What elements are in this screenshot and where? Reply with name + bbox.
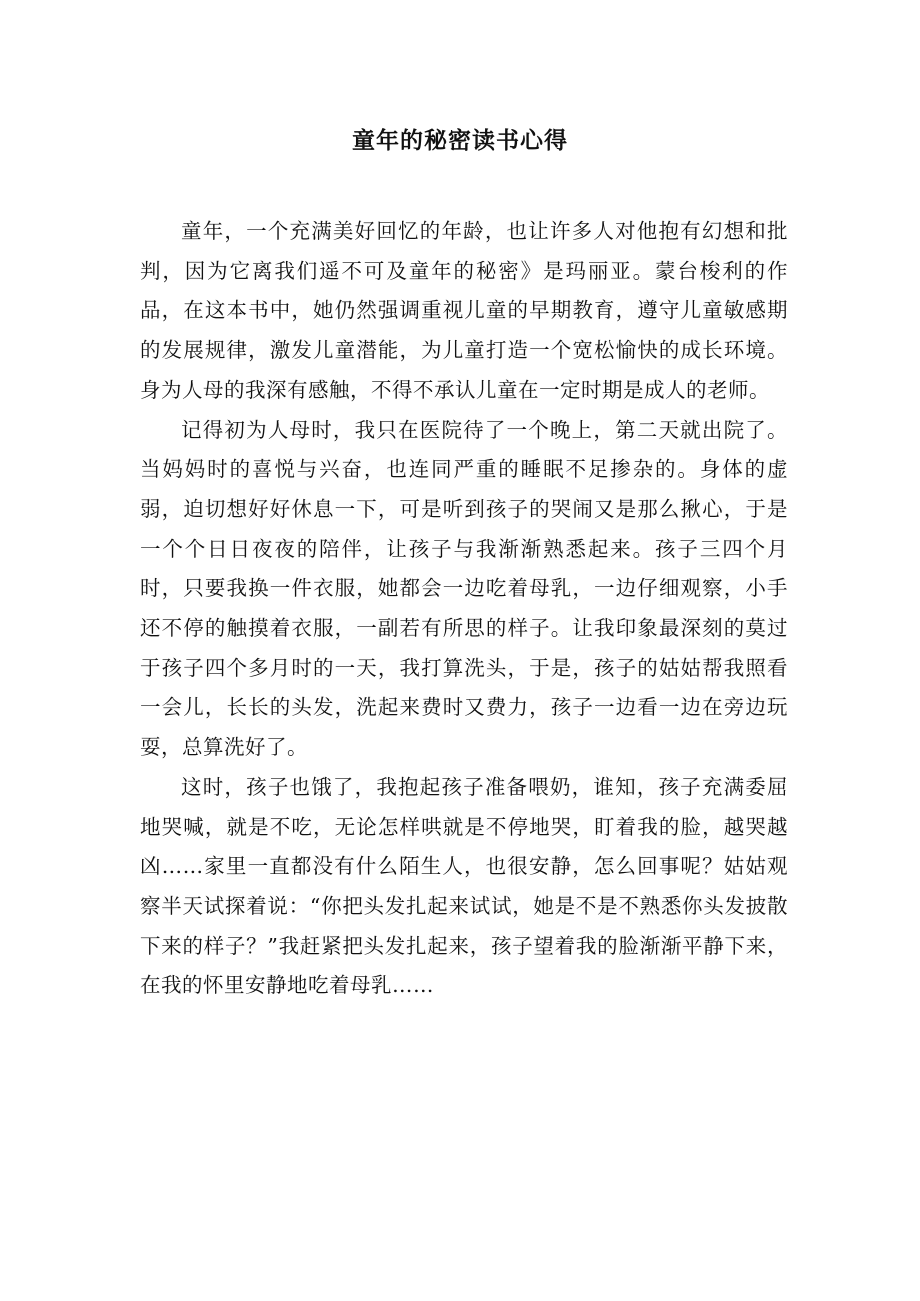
paragraph-1: 童年，一个充满美好回忆的年龄，也让许多人对他抱有幻想和批判，因为它离我们遥不可及童年的秘密》是玛丽亚。蒙台梭利的作品，在这本书中，她仍然强调重视儿童的早期教育，遵守儿童敏感期的发展规律，激发儿童潜能，为儿童打造一个宽松愉快的成长环境。身为人母的我深有感触，不得不承认儿童在一定时期是成人的老师。 <box>140 219 788 402</box>
paragraph-3: 这时，孩子也饿了，我抱起孩子准备喂奶，谁知，孩子充满委屈地哭喊，就是不吃，无论怎样哄就是不停地哭，盯着我的脸，越哭越凶……家里一直都没有什么陌生人，也很安静，怎么回事呢？姑姑观察半天试探着说：“你把头发扎起来试试，她是不是不熟悉你头发披散下来的样子？”我赶紧把头发扎起来，孩子望着我的脸渐渐平静下来，在我的怀里安静地吃着母乳…… <box>140 774 788 998</box>
document-title: 童年的秘密读书心得 <box>352 128 568 154</box>
document-body <box>140 212 788 1006</box>
paragraph-2: 记得初为人母时，我只在医院待了一个晚上，第二天就出院了。当妈妈时的喜悦与兴奋，也连同严重的睡眠不足掺杂的。身体的虚弱，迫切想好好休息一下，可是听到孩子的哭闹又是那么揪心，于是一个个日日夜夜的陪伴，让孩子与我渐渐熟悉起来。孩子三四个月时，只要我换一件衣服，她都会一边吃着母乳，一边仔细观察，小手还不停的触摸着衣服，一副若有所思的样子。让我印象最深刻的莫过于孩子四个多月时的一天，我打算洗头，于是，孩子的姑姑帮我照看一会儿，长长的头发，洗起来费时又费力，孩子一边看一边在旁边玩耍，总算洗好了。 <box>140 417 788 760</box>
